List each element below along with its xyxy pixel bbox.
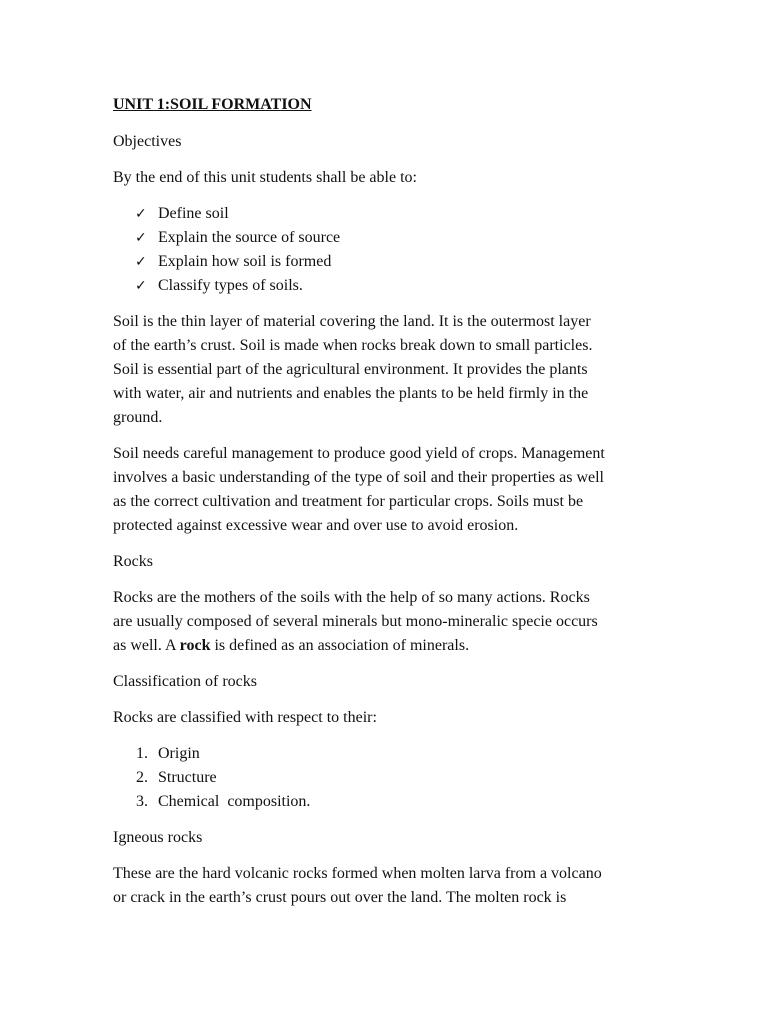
soil-definition-paragraph	[113, 310, 661, 430]
bold-term: rock	[179, 637, 211, 654]
list-number: 3.	[136, 793, 148, 810]
paragraph-line: as the correct cultivation and treatment for particular crops. Soils must be	[113, 493, 584, 510]
list-item-text: Origin	[158, 745, 200, 762]
paragraph-line: ground.	[113, 409, 163, 426]
paragraph-line: These are the hard volcanic rocks formed when molten larva from a volcano	[113, 865, 602, 882]
list-item	[113, 226, 661, 250]
rocks-paragraph	[113, 586, 661, 658]
paragraph-line	[113, 634, 661, 658]
text-run: is defined as an association of minerals.	[210, 637, 470, 654]
paragraph-line: are usually composed of several minerals but mono-mineralic specie occurs	[113, 613, 598, 630]
checkmark-icon: ✓	[135, 254, 147, 270]
classification-intro: Rocks are classified with respect to their:	[113, 709, 377, 726]
list-number: 2.	[136, 769, 148, 786]
objective-text: Explain how soil is formed	[158, 253, 332, 270]
paragraph-line: or crack in the earth’s crust pours out over the land. The molten rock is	[113, 889, 567, 906]
text-run: as well. A	[113, 637, 180, 654]
unit-title: UNIT 1:SOIL FORMATION	[113, 96, 312, 113]
paragraph-line: involves a basic understanding of the type of soil and their properties as well	[113, 469, 604, 486]
list-item	[113, 742, 661, 766]
rocks-heading: Rocks	[113, 553, 153, 570]
objective-text: Define soil	[158, 205, 229, 222]
paragraph-line: with water, air and nutrients and enables the plants to be held firmly in the	[113, 385, 589, 402]
checkmark-icon: ✓	[135, 230, 147, 246]
objective-text: Classify types of soils.	[158, 277, 303, 294]
igneous-heading: Igneous rocks	[113, 829, 203, 846]
paragraph-line: protected against excessive wear and over use to avoid erosion.	[113, 517, 519, 534]
objectives-list	[113, 202, 661, 298]
list-item	[113, 250, 661, 274]
document-page	[113, 93, 661, 922]
paragraph-line: Soil is the thin layer of material covering the land. It is the outermost layer	[113, 313, 591, 330]
paragraph-line: of the earth’s crust. Soil is made when rocks break down to small particles.	[113, 337, 593, 354]
paragraph-line: Soil is essential part of the agricultural environment. It provides the plants	[113, 361, 588, 378]
objectives-intro: By the end of this unit students shall be able to:	[113, 169, 417, 186]
objectives-heading: Objectives	[113, 133, 182, 150]
soil-management-paragraph	[113, 442, 661, 538]
checkmark-icon: ✓	[135, 206, 147, 222]
objective-text: Explain the source of source	[158, 229, 341, 246]
classification-heading: Classification of rocks	[113, 673, 257, 690]
igneous-paragraph	[113, 862, 661, 910]
checkmark-icon: ✓	[135, 278, 147, 294]
list-item-text: Chemical composition.	[158, 793, 311, 810]
list-item	[113, 202, 661, 226]
list-item	[113, 274, 661, 298]
list-item	[113, 790, 661, 814]
paragraph-line: Rocks are the mothers of the soils with the help of so many actions. Rocks	[113, 589, 590, 606]
list-item-text: Structure	[158, 769, 217, 786]
classification-list	[113, 742, 661, 814]
paragraph-line: Soil needs careful management to produce good yield of crops. Management	[113, 445, 605, 462]
list-number: 1.	[136, 745, 148, 762]
list-item	[113, 766, 661, 790]
